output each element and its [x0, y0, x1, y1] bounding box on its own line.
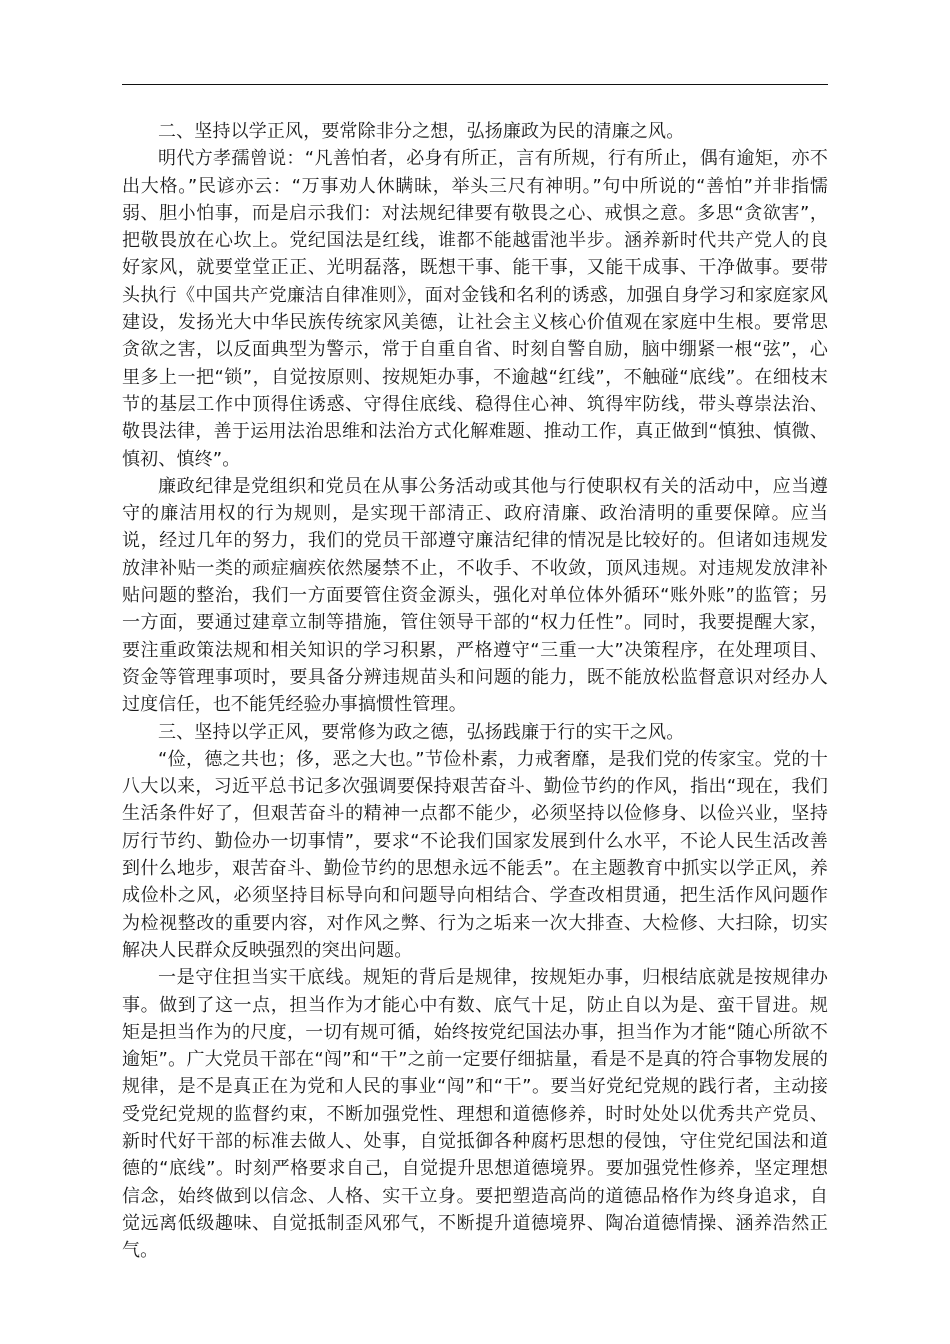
paragraph: 一是守住担当实干底线。规矩的背后是规律，按规矩办事，归根结底就是按规律办事。做到了这一点，担当作为才能心中有数、底气十足，防止自以为是、蛮干冒进。规矩是担当作为的尺度，一切有规可循，始终按党纪国法办事，担当作为才能“随心所欲不逾矩”。广大党员干部在“闯”和“干”之前一定要仔细掂量，看是不是真的符合事物发展的规律，是不是真正在为党和人民的事业“闯”和“干”。要当好党纪党规的践行者，主动接受党纪党规的监督约束，不断加强党性、理想和道德修养，时时处处以优秀共产党员、新时代好干部的标准去做人、处事，自觉抵御各种腐朽思想的侵蚀，守住党纪国法和道德的“底线”。时刻严格要求自己，自觉提升思想道德境界。要加强党性修养，坚定理想信念，始终做到以信念、人格、实干立身。要把塑造高尚的道德品格作为终身追求，自觉远离低级趣味、自觉抵制歪风邪气，不断提升道德境界、陶冶道德情操、涵养浩然正气。 — [122, 967, 828, 1262]
section-heading-2: 二、坚持以学正风，要常除非分之想，弘扬廉政为民的清廉之风。 — [158, 121, 685, 142]
paragraph: 明代方孝孺曾说：“凡善怕者，必身有所正，言有所规，行有所止，偶有逾矩，亦不出大格。”民谚亦云：“万事劝人休瞒昧，举头三尺有神明。”句中所说的“善怕”并非指懦弱、胆小怕事，而是启示我们：对法规纪律要有敬畏之心、戒惧之意。多思“贪欲害”，把敬畏放在心坎上。党纪国法是红线，谁都不能越雷池半步。涵养新时代共产党人的良好家风，就要堂堂正正、光明磊落，既想干事、能干事，又能干成事、干净做事。要带头执行《中国共产党廉洁自律准则》，面对金钱和名利的诱惑，加强自身学习和家庭家风建设，发扬光大中华民族传统家风美德，让社会主义核心价值观在家庭中生根。要常思贪欲之害，以反面典型为警示，常于自重自省、时刻自警自励，脑中绷紧一根“弦”，心里多上一把“锁”，自觉按原则、按规矩办事，不逾越“红线”，不触碰“底线”。在细枝末节的基层工作中顶得住诱惑、守得住底线、稳得住心神、筑得牢防线，带头尊崇法治、敬畏法律，善于运用法治思维和法治方式化解难题、推动工作，真正做到“慎独、慎微、慎初、慎终”。 — [122, 148, 828, 470]
section-heading-3: 三、坚持以学正风，要常修为政之德，弘扬践廉于行的实干之风。 — [158, 721, 685, 743]
paragraph: 廉政纪律是党组织和党员在从事公务活动或其他与行使职权有关的活动中，应当遵守的廉洁用权的行为规则，是实现干部清正、政府清廉、政治清明的重要保障。应当说，经过几年的努力，我们的党员干部遵守廉洁纪律的情况是比较好的。但诸如违规发放津补贴一类的顽症痼疾依然屡禁不止，不收手、不收敛，顶风违规。对违规发放津补贴问题的整治，我们一方面要管住资金源头，强化对单位体外循环“账外账”的监管；另一方面，要通过建章立制等措施，管住领导干部的“权力任性”。同时，我要提醒大家，要注重政策法规和相关知识的学习积累，严格遵守“三重一大”决策程序，在处理项目、资金等管理事项时，要具备分辨违规苗头和问题的能力，既不能放松监督意识对经办人过度信任，也不能凭经验办事搞惯性管理。 — [122, 475, 828, 716]
document-body — [122, 118, 828, 1264]
paragraph: “俭，德之共也；侈，恶之大也。”节俭朴素，力戒奢靡，是我们党的传家宝。党的十八大以来，习近平总书记多次强调要保持艰苦奋斗、勤俭节约的作风，指出“现在，我们生活条件好了，但艰苦奋斗的精神一点都不能少，必须坚持以俭修身、以俭兴业，坚持厉行节约、勤俭办一切事情”，要求“不论我们国家发展到什么水平，不论人民生活改善到什么地步，艰苦奋斗、勤俭节约的思想永远不能丢”。在主题教育中抓实以学正风，养成俭朴之风，必须坚持目标导向和问题导向相结合、学查改相贯通，把生活作风问题作为检视整改的重要内容，对作风之弊、行为之垢来一次大排查、大检修、大扫除，切实解决人民群众反映强烈的突出问题。 — [122, 748, 828, 961]
header-rule — [122, 84, 828, 85]
